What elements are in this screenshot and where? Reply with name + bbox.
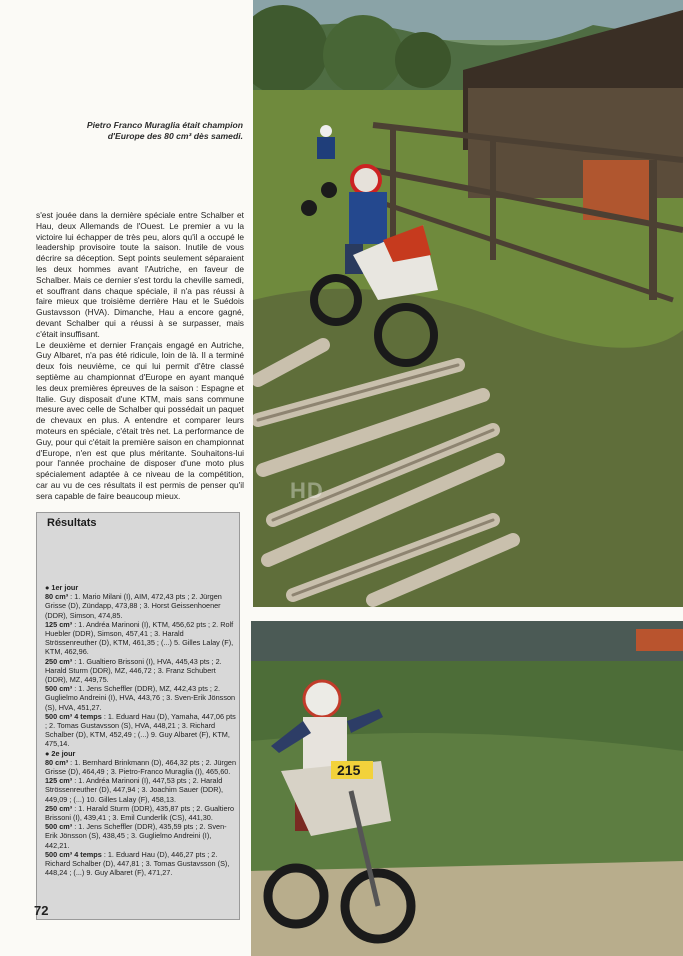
watermark: HD: [290, 478, 324, 503]
results-entry: 500 cm³ : 1. Jens Scheffler (DDR), 435,59 pts ; 2. Sven-Erik Jönsson (S), 438,45 ; 3. Guglielmo Andreini (I), 442,21.: [45, 822, 227, 850]
results-entry: 500 cm³ : 1. Jens Scheffler (DDR), MZ, 442,43 pts ; 2. Guglielmo Andreini (I), HVA, 443,76 ; 3. Sven-Erik Jönsson (S), HVA, 451,27.: [45, 684, 236, 712]
results-entry: 250 cm³ : 1. Harald Sturm (DDR), 435,87 pts ; 2. Gualtiero Brissoni (I), 439,41 ; 3. Emil Cunderlik (CS), 441,30.: [45, 803, 234, 823]
results-title: Résultats: [47, 517, 97, 529]
results-list: [45, 583, 237, 878]
bottom-photo: [251, 621, 683, 956]
race-number: 215: [337, 762, 361, 778]
top-photo: [253, 0, 683, 607]
results-entry: 500 cm³ 4 temps : 1. Eduard Hau (D), Yamaha, 447,06 pts ; 2. Tomas Gustavsson (S), HVA, 448,21 ; 3. Richard Schalber (D), KTM, 452,49 ; (...) 9. Guy Albaret (F), KTM, 475,14.: [45, 711, 236, 749]
results-entry: 80 cm³ : 1. Bernhard Brinkmann (D), 464,32 pts ; 2. Jürgen Grisse (D), 464,49 ; 3. Pietro-Franco Muraglia (I), 465,60.: [45, 757, 237, 777]
article-paragraph: s'est jouée dans la dernière spéciale entre Schalber et Hau, deux Allemands de l'Ouest. Le premier a vu la victoire lui échapper de très peu, alors qu'il a occupé le leadership provisoire toute la saison. Inutile de vous décrire sa déception. Sept points seulement séparaient les deux hommes avant l'Autriche, en faveur de Schalber. Mais ce dernier s'est tordu la cheville samedi, et souffrant dans chaque spéciale, il n'a pas réussi à faire mieux que troisième derrière Hau et le Suédois Gustavsson (HVA). Dimanche, Hau a encore gagné, devant Schalber qui a réussi à se surpasser, mais c'était insuffisant.: [36, 210, 244, 339]
results-entry: 250 cm³ : 1. Gualtiero Brissoni (I), HVA, 445,43 pts ; 2. Harald Sturm (DDR), MZ, 446,72 ; 3. Franz Schubert (DDR), MZ, 449,75.: [45, 656, 222, 685]
top-photo-illustration: [253, 0, 683, 607]
bottom-photo-illustration: [251, 621, 683, 956]
results-box: [36, 512, 240, 920]
results-entry: 80 cm³ : 1. Mario Milani (I), AIM, 472,43 pts ; 2. Jürgen Grisse (D), Zündapp, 473,88 ; 3. Horst Geissenhoener (DDR), Simson, 474,85.: [45, 592, 222, 620]
photo-caption: Pietro Franco Muraglia était champion d'Europe des 80 cm³ dès samedi.: [86, 120, 243, 141]
results-entry: 500 cm³ 4 temps : 1. Eduard Hau (D), 446,27 pts ; 2. Richard Schalber (D), 447,81 ; 3. Tomas Gustavsson (S), 448,24 ; (...) 9. Guy Albaret (F), 471,27.: [45, 849, 230, 878]
page-number: 72: [34, 903, 49, 918]
article-body: [36, 210, 244, 502]
results-day-heading: ● 1er jour: [45, 583, 79, 592]
results-day-heading: ● 2e jour: [45, 748, 76, 758]
results-entry: 125 cm³ : 1. Andréa Marinoni (I), 447,53 pts ; 2. Harald Strössenreuther (D), 447,94 ; 3. Joachim Sauer (DDR), 449,09 ; (...) 10. Gilles Lalay (F), 458,13.: [45, 776, 224, 804]
results-entry: 125 cm³ : 1. Andréa Marinoni (I), KTM, 456,62 pts ; 2. Rolf Huebler (DDR), Simson, 457,41 ; 3. Harald Strössenreuther (D), KTM, 461,35 ; (...) 5. Gilles Lalay (F), KTM, 462,96.: [45, 619, 234, 657]
article-paragraph: Le deuxième et dernier Français engagé en Autriche, Guy Albaret, n'a pas été ridicule, loin de là. Il a terminé deux fois neuvième, ce qui lui permit d'être classé septième au championnat d'Europe en ayant manqué les deux premières épreuves de la saison : Espagne et Italie. Guy disposait d'une KTM, mais sans commune mesure avec celle de Schalber qui possédait un paquet de chevaux en plus. A entendre et comparer leurs moteurs en spéciale, c'était très net. La performance de Guy, pour qui c'était la première saison en championnat d'Europe, n'en est que plus méritante. Souhaitons-lui pour l'année prochaine de disposer d'une moto plus spécialement adaptée à ce niveau de la compétition, car au vu de ces résultats il est permis de penser qu'il sera capable de faire beaucoup mieux.: [36, 339, 244, 501]
